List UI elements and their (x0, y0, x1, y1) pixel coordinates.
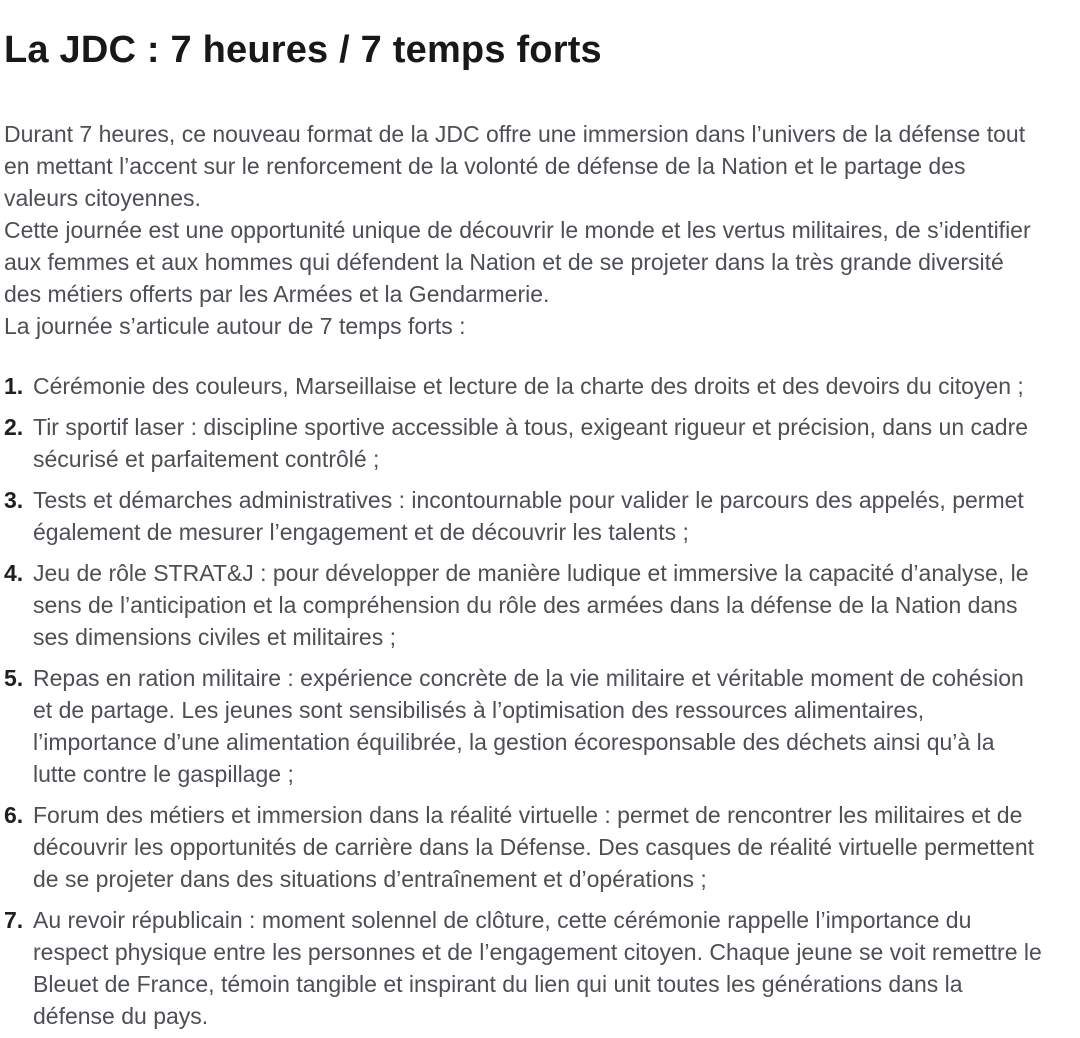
list-item-text: Cérémonie des couleurs, Marseillaise et lecture de la charte des droits et des devoirs du citoyen ; (33, 373, 1024, 399)
list-item (4, 370, 1044, 402)
list-item-text: Jeu de rôle STRAT&J : pour développer de manière ludique et immersive la capacité d’analyse, le sens de l’anticipation et la compréhension du rôle des armées dans la défense de la Nation dans ses dimensions civiles et militaires ; (33, 560, 1029, 650)
list-item-number: 6. (4, 802, 24, 828)
list-item-number: 1. (4, 373, 24, 399)
intro-paragraph: Durant 7 heures, ce nouveau format de la JDC offre une immersion dans l’univers de la défense tout en mettant l’accent sur le renforcement de la volonté de défense de la Nation et le partage des valeurs citoyennes. (4, 121, 1026, 211)
list-item (4, 557, 1044, 653)
list-item-number: 4. (4, 560, 24, 586)
list-item-text: Forum des métiers et immersion dans la réalité virtuelle : permet de rencontrer les militaires et de découvrir les opportunités de carrière dans la Défense. Des casques de réalité virtuelle permettent de se projeter dans des situations d’entraînement et d’opérations ; (33, 802, 1035, 892)
list-item-number: 5. (4, 665, 24, 691)
list-item-text: Au revoir républicain : moment solennel de clôture, cette cérémonie rappelle l’importance du respect physique entre les personnes et de l’engagement citoyen. Chaque jeune se voit remettre le Bleuet de France, témoin tangible et inspirant du lien qui unit toutes les générations dans la défense du pays. (33, 907, 1042, 1029)
list-item (4, 799, 1044, 895)
list-item-number: 3. (4, 487, 24, 513)
intro-paragraph: Cette journée est une opportunité unique de découvrir le monde et les vertus militaires, de s’identifier aux femmes et aux hommes qui défendent la Nation et de se projeter dans la très grande diversité des métiers offerts par les Armées et la Gendarmerie. (4, 217, 1031, 307)
list-item (4, 411, 1044, 475)
temps-forts-list (4, 370, 1044, 1032)
page-title: La JDC : 7 heures / 7 temps forts (4, 29, 602, 71)
intro-paragraph: La journée s’articule autour de 7 temps forts : (4, 313, 466, 339)
list-item-number: 7. (4, 907, 24, 933)
list-item (4, 484, 1044, 548)
intro-paragraphs (4, 118, 1044, 342)
list-item-text: Tests et démarches administratives : incontournable pour valider le parcours des appelés, permet également de mesurer l’engagement et de découvrir les talents ; (33, 487, 1024, 545)
list-item-number: 2. (4, 414, 24, 440)
list-item-text: Repas en ration militaire : expérience concrète de la vie militaire et véritable moment de cohésion et de partage. Les jeunes sont sensibilisés à l’optimisation des ressources alimentaires, l’importance d’une alimentation équilibrée, la gestion écoresponsable des déchets ainsi qu’à la lutte contre le gaspillage ; (33, 665, 1024, 787)
list-item (4, 904, 1044, 1032)
list-item (4, 662, 1044, 790)
list-item-text: Tir sportif laser : discipline sportive accessible à tous, exigeant rigueur et précision, dans un cadre sécurisé et parfaitement contrôlé ; (33, 414, 1029, 472)
